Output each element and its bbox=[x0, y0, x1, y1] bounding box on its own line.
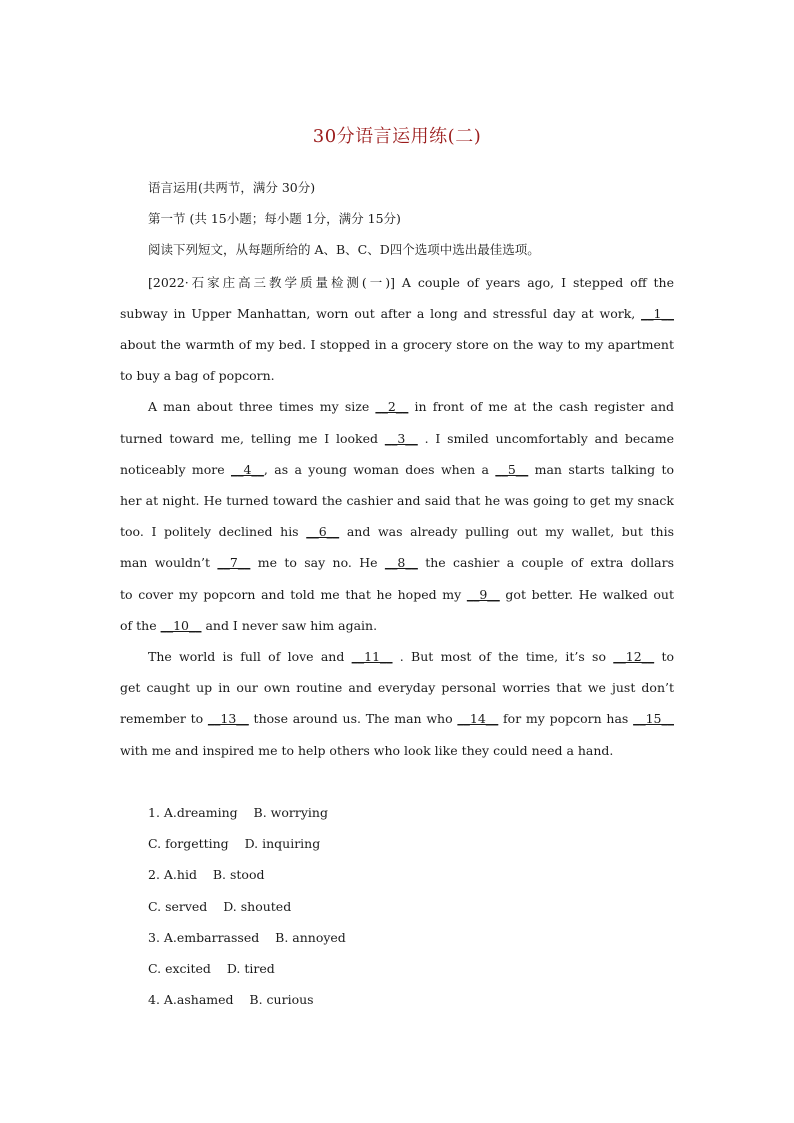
blank-6: __6__ bbox=[306, 524, 340, 539]
option-line: C. served D. shouted bbox=[148, 899, 292, 914]
option-line: 2. A.hid B. stood bbox=[148, 867, 265, 882]
blank-3: __3__ bbox=[384, 431, 418, 446]
option-line: C. forgetting D. inquiring bbox=[148, 836, 321, 851]
passage-line: A man about three times my size __2__ in front of me at the cash register and bbox=[148, 399, 675, 414]
option-line: 1. A.dreaming B. worrying bbox=[148, 805, 328, 820]
option-line: C. excited D. tired bbox=[148, 961, 275, 976]
option-line: 3. A.embarrassed B. annoyed bbox=[148, 930, 346, 945]
passage-line: get caught up in our own routine and everyday personal worries that we just don’t bbox=[120, 680, 674, 695]
passage-line: her at night. He turned toward the cashier and said that he was going to get my snack bbox=[120, 493, 674, 508]
blank-10: __10__ bbox=[160, 618, 202, 633]
passage-line: man wouldn’t __7__ me to say no. He __8__ the cashier a couple of extra dollars bbox=[120, 555, 675, 570]
blank-13: __13__ bbox=[207, 711, 249, 726]
option-line: 4. A.ashamed B. curious bbox=[148, 992, 314, 1007]
blank-12: __12__ bbox=[613, 649, 655, 664]
passage-line: [2022·石家庄高三教学质量检测(一)] A couple of years ago, I stepped off the bbox=[148, 275, 674, 290]
instructions: 阅读下列短文，从每题所给的 A、B、C、D四个选项中选出最佳选项。 bbox=[148, 242, 540, 257]
blank-14: __14__ bbox=[457, 711, 499, 726]
passage-line: to cover my popcorn and told me that he hoped my __9__ got better. He walked out bbox=[120, 587, 675, 602]
blank-8: __8__ bbox=[384, 555, 418, 570]
passage-line: remember to __13__ those around us. The man who __14__ for my popcorn has __15__ bbox=[120, 711, 674, 726]
passage-line: with me and inspired me to help others who look like they could need a hand. bbox=[120, 743, 614, 758]
passage-line: of the __10__ and I never saw him again. bbox=[120, 618, 378, 633]
blank-11: __11__ bbox=[351, 649, 393, 664]
document-title: 30分语言运用练(二) bbox=[312, 126, 482, 147]
passage-line: to buy a bag of popcorn. bbox=[120, 368, 275, 383]
blank-1: __1__ bbox=[641, 306, 674, 321]
passage-line: turned toward me, telling me I looked __3__ . I smiled uncomfortably and became bbox=[120, 431, 674, 446]
blank-2: __2__ bbox=[375, 399, 409, 414]
blank-15: __15__ bbox=[633, 711, 674, 726]
blank-9: __9__ bbox=[466, 587, 500, 602]
section-heading: 语言运用(共两节，满分 30分) bbox=[148, 180, 316, 195]
blank-7: __7__ bbox=[217, 555, 251, 570]
passage-line: The world is full of love and __11__ . But most of the time, it’s so __12__ to bbox=[148, 649, 674, 664]
passage-line: too. I politely declined his __6__ and was already pulling out my wallet, but this bbox=[120, 524, 674, 539]
section-subheading: 第一节 (共 15小题；每小题 1分，满分 15分) bbox=[148, 211, 401, 226]
blank-4: __4__ bbox=[230, 462, 264, 477]
passage-line: subway in Upper Manhattan, worn out after a long and stressful day at work, __1__ bbox=[120, 306, 674, 321]
blank-5: __5__ bbox=[495, 462, 529, 477]
passage-line: noticeably more __4__, as a young woman does when a __5__ man starts talking to bbox=[120, 462, 674, 477]
passage-line: about the warmth of my bed. I stopped in a grocery store on the way to my apartment bbox=[120, 337, 674, 352]
